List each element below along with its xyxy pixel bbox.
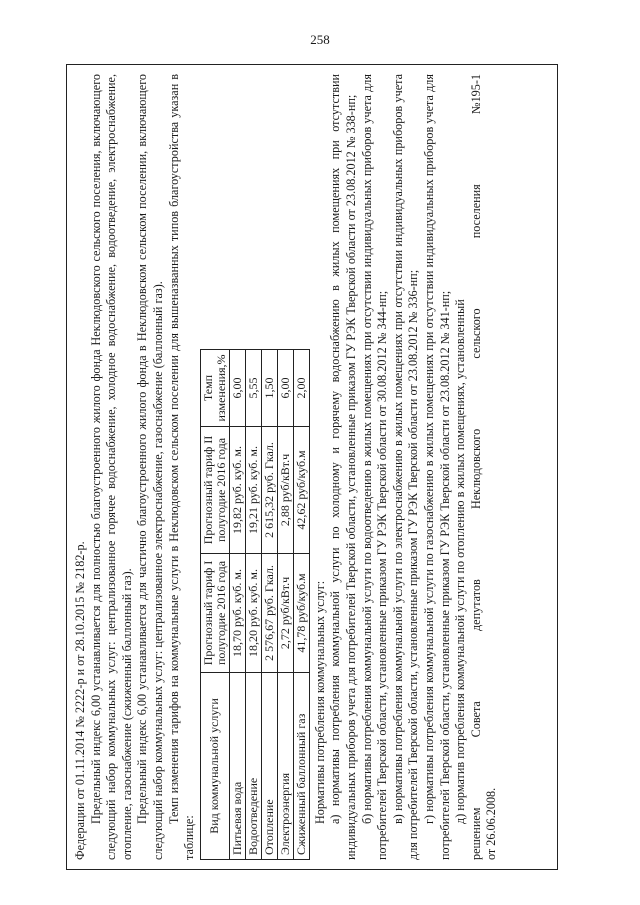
word: Совета <box>468 701 483 738</box>
page-number: 258 <box>310 32 330 47</box>
cell-change-rate: 1,50 <box>261 350 277 427</box>
paragraph-1: Предельный индекс 6,00 устанавливается для полностью благоустроенного жилого фонда Неклюдовского сельского поселения, включающего следующий набор коммунальных услуг: централизованное горячее водоснабжение, холодное водоснабжение, водоотведение, электроснабжение, отопление, газоснабжение (сжиженный баллонный газ). <box>88 74 134 860</box>
word: №195-1 <box>468 74 483 115</box>
paragraph-9: д) норматив потребления коммунальной услуги по отоплению в жилых помещениях, установленный <box>453 299 468 824</box>
cell-tariff-h2: 42,62 руб/куб.м <box>293 427 309 554</box>
cell-change-rate: 6,00 <box>229 350 245 427</box>
cell-tariff-h2: 2,88 руб/кВт.ч <box>277 427 293 554</box>
cell-tariff-h2: 19,21 руб. куб. м. <box>245 427 261 554</box>
cell-tariff-h1: 18,20 руб. куб. м. <box>245 554 261 673</box>
cell-service: Сжиженный баллонный газ <box>293 673 309 860</box>
paragraph-7: в) нормативы потребления коммунальной услуги по электроснабжению в жилых помещениях при отсутствии индивидуальных приборов учета для потребителей Тверской области, установленные приказом ГУ РЭК Тверской области от 23.08.2012 № 336-нп; <box>390 74 421 860</box>
table-row <box>293 350 309 860</box>
header-tariff-h2: Прогнозный тариф II полугодие 2016 года <box>200 427 229 554</box>
cell-change-rate: 5,55 <box>245 350 261 427</box>
paragraph-5: а) нормативы потребления коммунальной услуги по холодному и горячему водоснабжению в жилых помещениях при отсутствии индивидуальных приборов учета для потребителей Тверской области, установленные приказом ГУ РЭК Тверской области от 23.08.2012 № 338-нп; <box>328 74 358 860</box>
table-header-row <box>200 350 229 860</box>
paragraph-8: г) нормативы потребления коммунальной услуги по газоснабжению в жилых помещениях при отсутствии индивидуальных приборов учета для потребителей Тверской области, установленные приказом ГУ РЭК Тверской области от 23.08.2012 № 341-нп; <box>421 74 452 860</box>
cell-tariff-h2: 19,82 руб. куб. м. <box>229 427 245 554</box>
cell-change-rate: 2,00 <box>293 350 309 427</box>
word: сельского <box>468 308 483 359</box>
cell-tariff-h1: 41,78 руб/куб.м <box>293 554 309 673</box>
cell-tariff-h2: 2 615,32 руб. Гкал. <box>261 427 277 554</box>
cell-service: Электроэнергия <box>277 673 293 860</box>
rotated-content <box>70 68 554 866</box>
header-service: Вид коммунальной услуги <box>200 673 229 860</box>
cell-tariff-h1: 2,72 руб/кВт.ч <box>277 554 293 673</box>
word: решением <box>468 807 483 860</box>
cell-service: Отопление <box>261 673 277 860</box>
word: Неклюдовского <box>468 428 483 510</box>
table-row <box>261 350 277 860</box>
paragraph-2: Предельный индекс 6,00 устанавливается для частично благоустроенного жилого фонда в Неклюдовском сельском поселении, включающего следующий набор коммунальных услуг: централизованное электроснабжение, газоснабжение (баллонный газ). <box>135 74 165 860</box>
paragraph-11: от 26.06.2008. <box>484 787 499 860</box>
cell-tariff-h1: 18,70 руб. куб. м. <box>229 554 245 673</box>
table-row <box>245 350 261 860</box>
word: поселения <box>468 184 483 239</box>
paragraph-10 <box>469 74 485 860</box>
header-change-rate: Темп изменения,% <box>200 350 229 427</box>
table-row <box>277 350 293 860</box>
cell-tariff-h1: 2 576,67 руб. Гкал. <box>261 554 277 673</box>
cell-change-rate: 6,00 <box>277 350 293 427</box>
word: депутатов <box>468 579 483 632</box>
paragraph-6: б) нормативы потребления коммунальной услуги по водоотведению в жилых помещениях при отсутствии индивидуальных приборов учета для потребителей Тверской области, установленные приказом ГУ РЭК Тверской области от 30.08.2012 № 344-нп; <box>359 74 390 860</box>
paragraph-4: Нормативы потребления коммунальных услуг: <box>312 580 327 824</box>
tariff-table <box>200 349 310 860</box>
table-row <box>229 350 245 860</box>
paragraph-0: Федерации от 01.11.2014 № 2222-р и от 28.10.2015 № 2182-р. <box>73 541 87 860</box>
header-tariff-h1: Прогнозный тариф I полугодие 2016 года <box>200 554 229 673</box>
paragraph-3: Темп изменения тарифов на коммунальные услуги в Неклюдовском сельском поселении для вышеназванных типов благоустройства указан в таблице: <box>166 74 197 860</box>
cell-service: Питьевая вода <box>229 673 245 860</box>
cell-service: Водоотведение <box>245 673 261 860</box>
